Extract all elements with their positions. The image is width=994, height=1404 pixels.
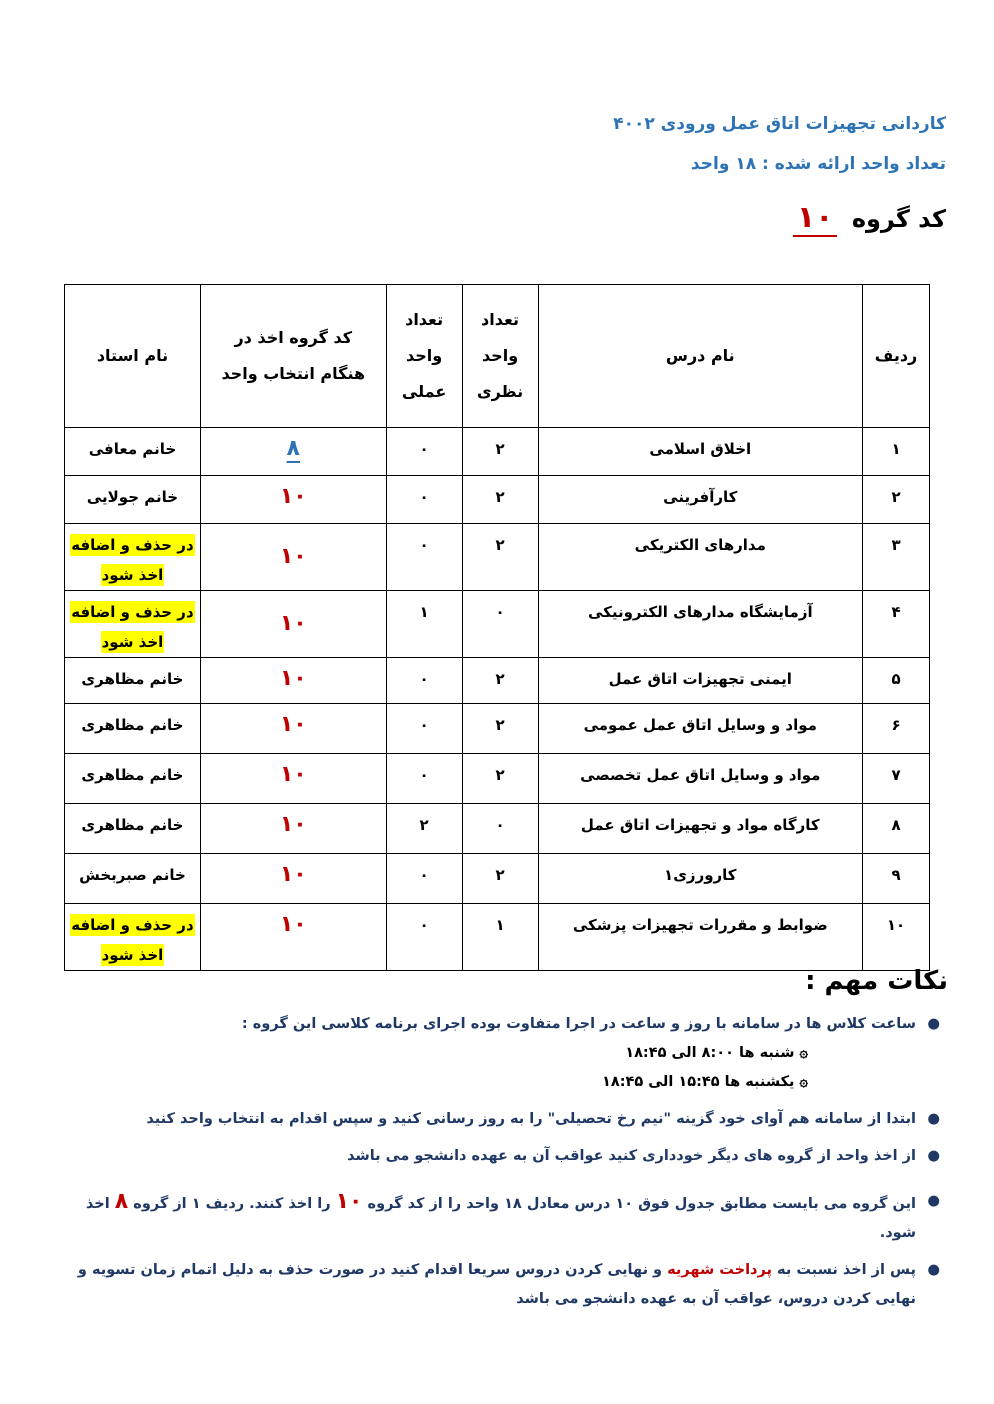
list-item bbox=[60, 1105, 940, 1134]
header-text: کد گروه اخذ در bbox=[234, 328, 353, 347]
col-header-theory-units bbox=[462, 285, 538, 428]
note-payment-a: پس از اخذ نسبت به bbox=[777, 1262, 916, 1278]
cell-row-number: ۸ bbox=[863, 804, 930, 854]
note-other-groups: از اخذ واحد از گروه های دیگر خودداری کنید عواقب آن به عهده دانشجو می باشد bbox=[347, 1148, 916, 1164]
teacher-name: خانم صبربخش bbox=[79, 866, 186, 884]
col-header-row-number: ردیف bbox=[863, 285, 930, 428]
cell-row-number: ۴ bbox=[863, 591, 930, 658]
header-text: تعداد bbox=[405, 310, 444, 329]
cell-row-number: ۶ bbox=[863, 704, 930, 754]
note-group-number: ۱۰ bbox=[335, 1189, 363, 1214]
add-drop-note: اخذ شود bbox=[101, 566, 164, 584]
header-text: واحد bbox=[481, 346, 519, 365]
cell-course-name: ایمنی تجهیزات اتاق عمل bbox=[538, 658, 863, 704]
cell-row-number: ۷ bbox=[863, 754, 930, 804]
cell-teacher bbox=[65, 704, 201, 754]
teacher-name: خانم معافی bbox=[88, 440, 177, 458]
schedule-saturday: ۞ شنبه ها ۸:۰۰ الی ۱۸:۴۵ bbox=[625, 1045, 808, 1061]
group-code-value: ۱۰ bbox=[279, 862, 307, 887]
add-drop-note: در حذف و اضافه bbox=[71, 536, 194, 554]
add-drop-note: در حذف و اضافه bbox=[71, 603, 194, 621]
group-code-value: ۸ bbox=[286, 436, 300, 461]
cell-group-code bbox=[200, 704, 386, 754]
teacher-name: خانم جولایی bbox=[86, 488, 179, 506]
bullet-icon: ● bbox=[927, 1148, 940, 1164]
table-row bbox=[65, 904, 930, 971]
cell-theory-units: ۰ bbox=[462, 804, 538, 854]
cell-theory-units: ۲ bbox=[462, 428, 538, 476]
cell-theory-units: ۲ bbox=[462, 476, 538, 524]
cell-practical-units: ۰ bbox=[386, 854, 462, 904]
group-code-value: ۱۰ bbox=[279, 762, 307, 787]
cell-theory-units: ۱ bbox=[462, 904, 538, 971]
table-row bbox=[65, 428, 930, 476]
cell-course-name: مواد و وسایل اتاق عمل تخصصی bbox=[538, 754, 863, 804]
bullet-icon: ● bbox=[927, 1016, 940, 1032]
cell-teacher bbox=[65, 476, 201, 524]
group-code-value: ۱۰ bbox=[279, 912, 307, 937]
cell-theory-units: ۲ bbox=[462, 854, 538, 904]
add-drop-note: اخذ شود bbox=[101, 946, 164, 964]
col-header-practical-units bbox=[386, 285, 462, 428]
cell-course-name: کارآفرینی bbox=[538, 476, 863, 524]
cell-practical-units: ۰ bbox=[386, 704, 462, 754]
cell-practical-units: ۱ bbox=[386, 591, 462, 658]
cell-course-name: اخلاق اسلامی bbox=[538, 428, 863, 476]
cell-practical-units: ۰ bbox=[386, 754, 462, 804]
cell-practical-units: ۰ bbox=[386, 904, 462, 971]
cell-practical-units: ۰ bbox=[386, 476, 462, 524]
group-code-value: ۱۰ bbox=[279, 543, 307, 569]
list-item bbox=[60, 1256, 940, 1314]
group-code-value: ۱۰ bbox=[279, 610, 307, 636]
group-code-label: کد گروه bbox=[851, 205, 946, 233]
program-title: کاردانی تجهیزات اتاق عمل ورودی ۴۰۰۲ bbox=[613, 114, 946, 134]
teacher-name: خانم مظاهری bbox=[81, 766, 184, 784]
bullet-icon: ● bbox=[927, 1262, 940, 1278]
table-row bbox=[65, 754, 930, 804]
cell-course-name: ضوابط و مقررات تجهیزات پزشکی bbox=[538, 904, 863, 971]
cell-teacher bbox=[65, 804, 201, 854]
note-group-number-2: ۸ bbox=[114, 1189, 129, 1214]
list-item bbox=[60, 1187, 940, 1248]
cell-group-code bbox=[200, 904, 386, 971]
col-header-group-code bbox=[200, 285, 386, 428]
cell-theory-units: ۲ bbox=[462, 524, 538, 591]
bullet-icon: ● bbox=[927, 1193, 940, 1209]
cell-row-number: ۱۰ bbox=[863, 904, 930, 971]
cell-group-code bbox=[200, 428, 386, 476]
cell-group-code bbox=[200, 804, 386, 854]
cell-practical-units: ۲ bbox=[386, 804, 462, 854]
cell-row-number: ۳ bbox=[863, 524, 930, 591]
header-text: عملی bbox=[401, 382, 447, 401]
teacher-name: خانم مظاهری bbox=[81, 670, 184, 688]
cell-practical-units: ۰ bbox=[386, 524, 462, 591]
cell-teacher bbox=[65, 524, 201, 591]
cell-teacher bbox=[65, 658, 201, 704]
note-group-courses: این گروه می بایست مطابق جدول فوق ۱۰ درس معادل ۱۸ واحد را از کد گروه bbox=[367, 1196, 916, 1212]
cell-course-name: مدارهای الکتریکی bbox=[538, 524, 863, 591]
table-row bbox=[65, 524, 930, 591]
cell-teacher bbox=[65, 754, 201, 804]
note-payment-highlight: پرداخت شهریه bbox=[667, 1262, 772, 1278]
table-header-row bbox=[65, 285, 930, 428]
group-code-value: ۱۰ bbox=[279, 666, 307, 691]
cell-theory-units: ۲ bbox=[462, 754, 538, 804]
group-code-value: ۱۰ bbox=[279, 812, 307, 837]
cell-teacher bbox=[65, 428, 201, 476]
cell-group-code bbox=[200, 754, 386, 804]
bullet-icon: ● bbox=[927, 1111, 940, 1127]
table-row bbox=[65, 854, 930, 904]
header-text: هنگام انتخاب واحد bbox=[221, 364, 366, 383]
group-code-number: ۱۰ bbox=[793, 200, 838, 237]
cell-group-code bbox=[200, 524, 386, 591]
cell-practical-units: ۰ bbox=[386, 658, 462, 704]
cell-row-number: ۱ bbox=[863, 428, 930, 476]
note-group-courses-3: اخذ شود. bbox=[85, 1196, 916, 1241]
teacher-name: خانم مظاهری bbox=[81, 716, 184, 734]
cell-row-number: ۵ bbox=[863, 658, 930, 704]
header-text: تعداد bbox=[481, 310, 520, 329]
cell-theory-units: ۰ bbox=[462, 591, 538, 658]
units-offered: تعداد واحد ارائه شده : ۱۸ واحد bbox=[690, 154, 946, 174]
cell-course-name: آزمایشگاه مدارهای الکترونیکی bbox=[538, 591, 863, 658]
add-drop-note: اخذ شود bbox=[101, 633, 164, 651]
group-code-value: ۱۰ bbox=[279, 484, 307, 509]
cell-group-code bbox=[200, 658, 386, 704]
note-class-times: ساعت کلاس ها در سامانه با روز و ساعت در اجرا متفاوت بوده اجرای برنامه کلاسی این گروه : bbox=[241, 1016, 916, 1032]
cell-theory-units: ۲ bbox=[462, 658, 538, 704]
cell-teacher bbox=[65, 904, 201, 971]
table-row bbox=[65, 804, 930, 854]
note-profile-update: ابتدا از سامانه هم آوای خود گزینه "نیم رخ تحصیلی" را به روز رسانی کنید و سپس اقدام به انتخاب واحد کنید bbox=[146, 1111, 916, 1127]
header-text: واحد bbox=[406, 346, 443, 365]
cell-row-number: ۲ bbox=[863, 476, 930, 524]
course-table bbox=[64, 284, 930, 971]
table-row bbox=[65, 591, 930, 658]
list-item bbox=[60, 1142, 940, 1171]
notes-list bbox=[60, 1010, 940, 1322]
cell-course-name: کارورزی۱ bbox=[538, 854, 863, 904]
cell-group-code bbox=[200, 476, 386, 524]
cell-teacher bbox=[65, 854, 201, 904]
table-row bbox=[65, 476, 930, 524]
note-payment-b: و نهایی کردن دروس سریعا اقدام کنید در صورت حذف به دلیل اتمام زمان تسویه و نهایی کردن دروس، عواقب آن به عهده دانشجو می باشد bbox=[77, 1262, 916, 1307]
schedule-sunday: ۞ یکشنبه ها ۱۵:۴۵ الی ۱۸:۴۵ bbox=[602, 1074, 808, 1090]
cell-row-number: ۹ bbox=[863, 854, 930, 904]
header-text: نظری bbox=[476, 382, 524, 401]
group-code-heading bbox=[793, 200, 946, 235]
cell-theory-units: ۲ bbox=[462, 704, 538, 754]
cell-course-name: کارگاه مواد و تجهیزات اتاق عمل bbox=[538, 804, 863, 854]
col-header-teacher: نام استاد bbox=[65, 285, 201, 428]
cell-group-code bbox=[200, 591, 386, 658]
cell-practical-units: ۰ bbox=[386, 428, 462, 476]
cell-teacher bbox=[65, 591, 201, 658]
table-row bbox=[65, 658, 930, 704]
cell-group-code bbox=[200, 854, 386, 904]
table-row bbox=[65, 704, 930, 754]
add-drop-note: در حذف و اضافه bbox=[71, 916, 194, 934]
notes-title: نکات مهم : bbox=[805, 966, 948, 996]
note-group-courses-2: را اخذ کنند. ردیف ۱ از گروه bbox=[133, 1196, 331, 1212]
list-item bbox=[60, 1010, 940, 1097]
col-header-course-name: نام درس bbox=[538, 285, 863, 428]
cell-course-name: مواد و وسایل اتاق عمل عمومی bbox=[538, 704, 863, 754]
group-code-value: ۱۰ bbox=[279, 712, 307, 737]
teacher-name: خانم مظاهری bbox=[81, 816, 184, 834]
